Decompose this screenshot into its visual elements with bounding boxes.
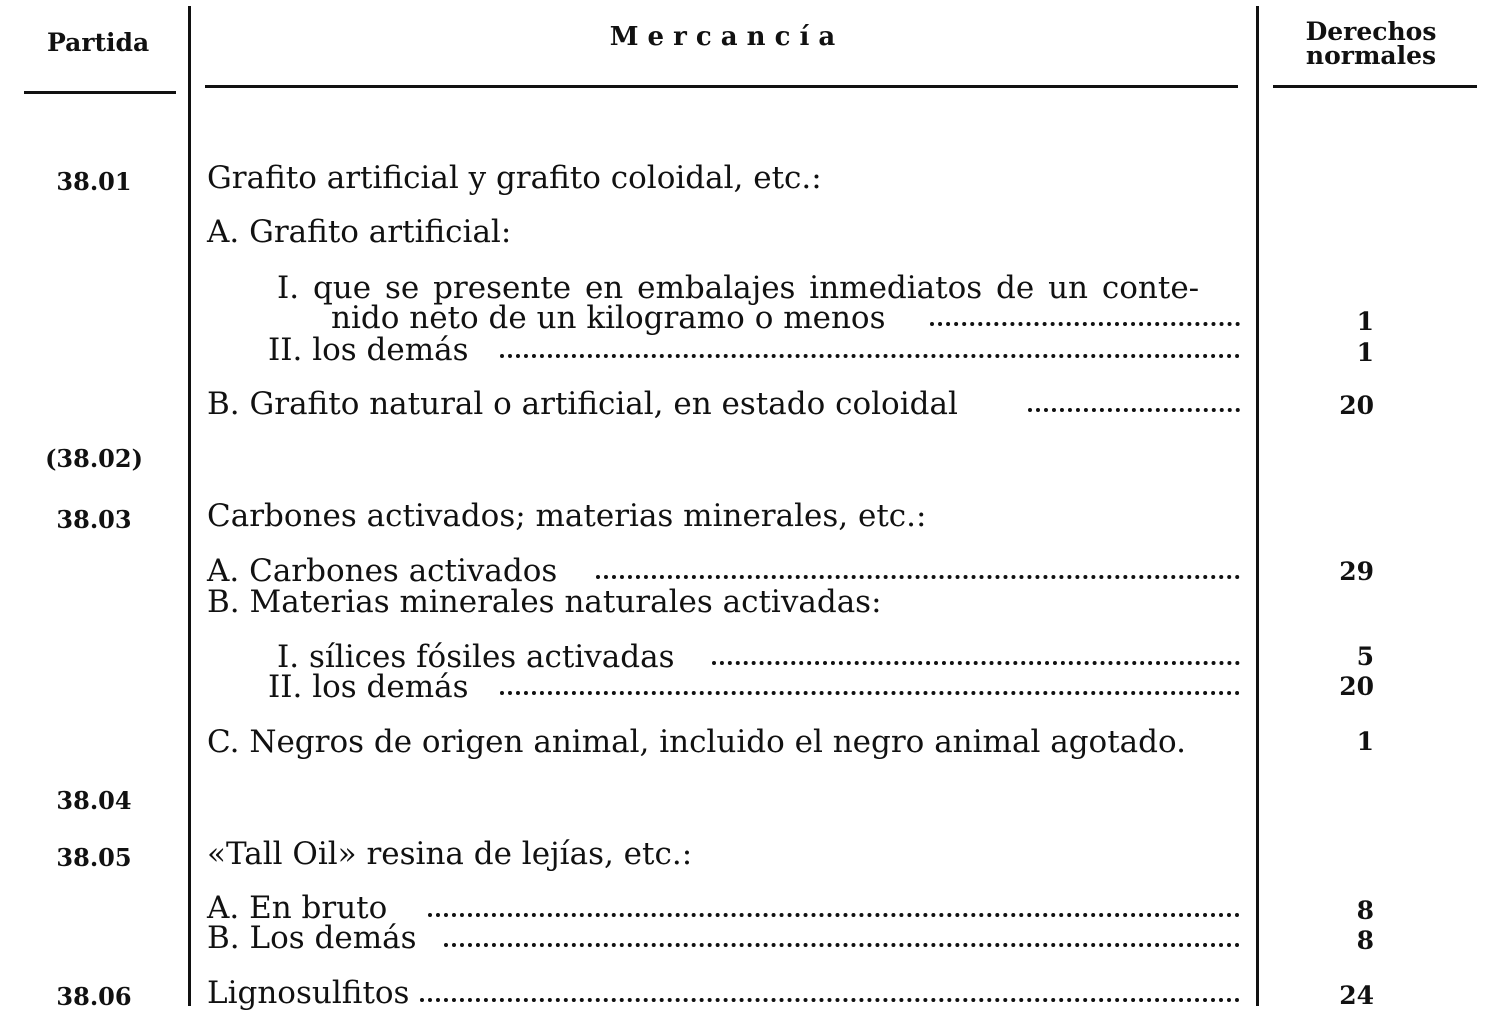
partida-code: (38.02) [45, 444, 143, 473]
heading-text: «Tall Oil» resina de lejías, etc.: [207, 836, 693, 872]
dot-leader [1028, 408, 1240, 412]
partida-code: 38.03 [56, 505, 132, 534]
dot-leader [500, 691, 1240, 695]
subheading-text: B. Materias minerales naturales activadas: [207, 584, 882, 620]
subheading-text: A. Grafito artificial: [207, 214, 512, 250]
header-rule-derechos [1273, 85, 1477, 88]
dot-leader [712, 661, 1240, 665]
partida-code: 38.04 [56, 786, 132, 815]
heading-text: Lignosulfitos [207, 975, 410, 1011]
header-derechos [1272, 17, 1470, 70]
item-text: II. los demás [268, 669, 469, 705]
header-mercancia: M e r c a n c í a [609, 22, 836, 52]
duty-value: 1 [1356, 338, 1374, 367]
duty-value: 24 [1339, 981, 1374, 1010]
column-divider-right [1256, 6, 1259, 1006]
heading-text: Carbones activados; materias minerales, etc.: [207, 498, 927, 534]
duty-value: 1 [1356, 307, 1374, 336]
header-partida: Partida [47, 28, 150, 57]
item-text: nido neto de un kilogramo o menos [331, 300, 886, 336]
subheading-text: A. Carbones activados [207, 553, 558, 589]
item-text: I. que se presente en embalajes inmediatos de un conte- [277, 270, 1200, 306]
header-derechos-line2: normales [1305, 41, 1437, 70]
partida-code: 38.01 [56, 167, 132, 196]
dot-leader [596, 575, 1240, 579]
duty-value: 8 [1356, 896, 1374, 925]
column-divider-left [188, 6, 191, 1006]
duty-value: 8 [1356, 926, 1374, 955]
partida-code: 38.06 [56, 982, 132, 1011]
dot-leader [420, 998, 1240, 1002]
header-derechos-line1: Derechos [1305, 17, 1437, 46]
item-text: II. los demás [268, 332, 469, 368]
heading-text: Grafito artificial y grafito coloidal, etc.: [207, 160, 822, 196]
duty-value: 29 [1339, 557, 1374, 586]
dot-leader [444, 943, 1240, 947]
duty-value: 1 [1356, 727, 1374, 756]
subheading-text: C. Negros de origen animal, incluido el negro animal agotado. [207, 724, 1186, 760]
subheading-text: B. Los demás [207, 920, 417, 956]
header-rule-partida [24, 91, 176, 94]
subheading-text: A. En bruto [207, 890, 388, 926]
dot-leader [500, 354, 1240, 358]
partida-code: 38.05 [56, 843, 132, 872]
dot-leader [428, 913, 1240, 917]
duty-value: 5 [1356, 642, 1374, 671]
header-rule-mercancia [205, 85, 1238, 88]
dot-leader [930, 322, 1240, 326]
duty-value: 20 [1339, 391, 1374, 420]
item-text: I. sílices fósiles activadas [277, 639, 675, 675]
duty-value: 20 [1339, 672, 1374, 701]
subheading-text: B. Grafito natural o artificial, en estado coloidal [207, 386, 958, 422]
